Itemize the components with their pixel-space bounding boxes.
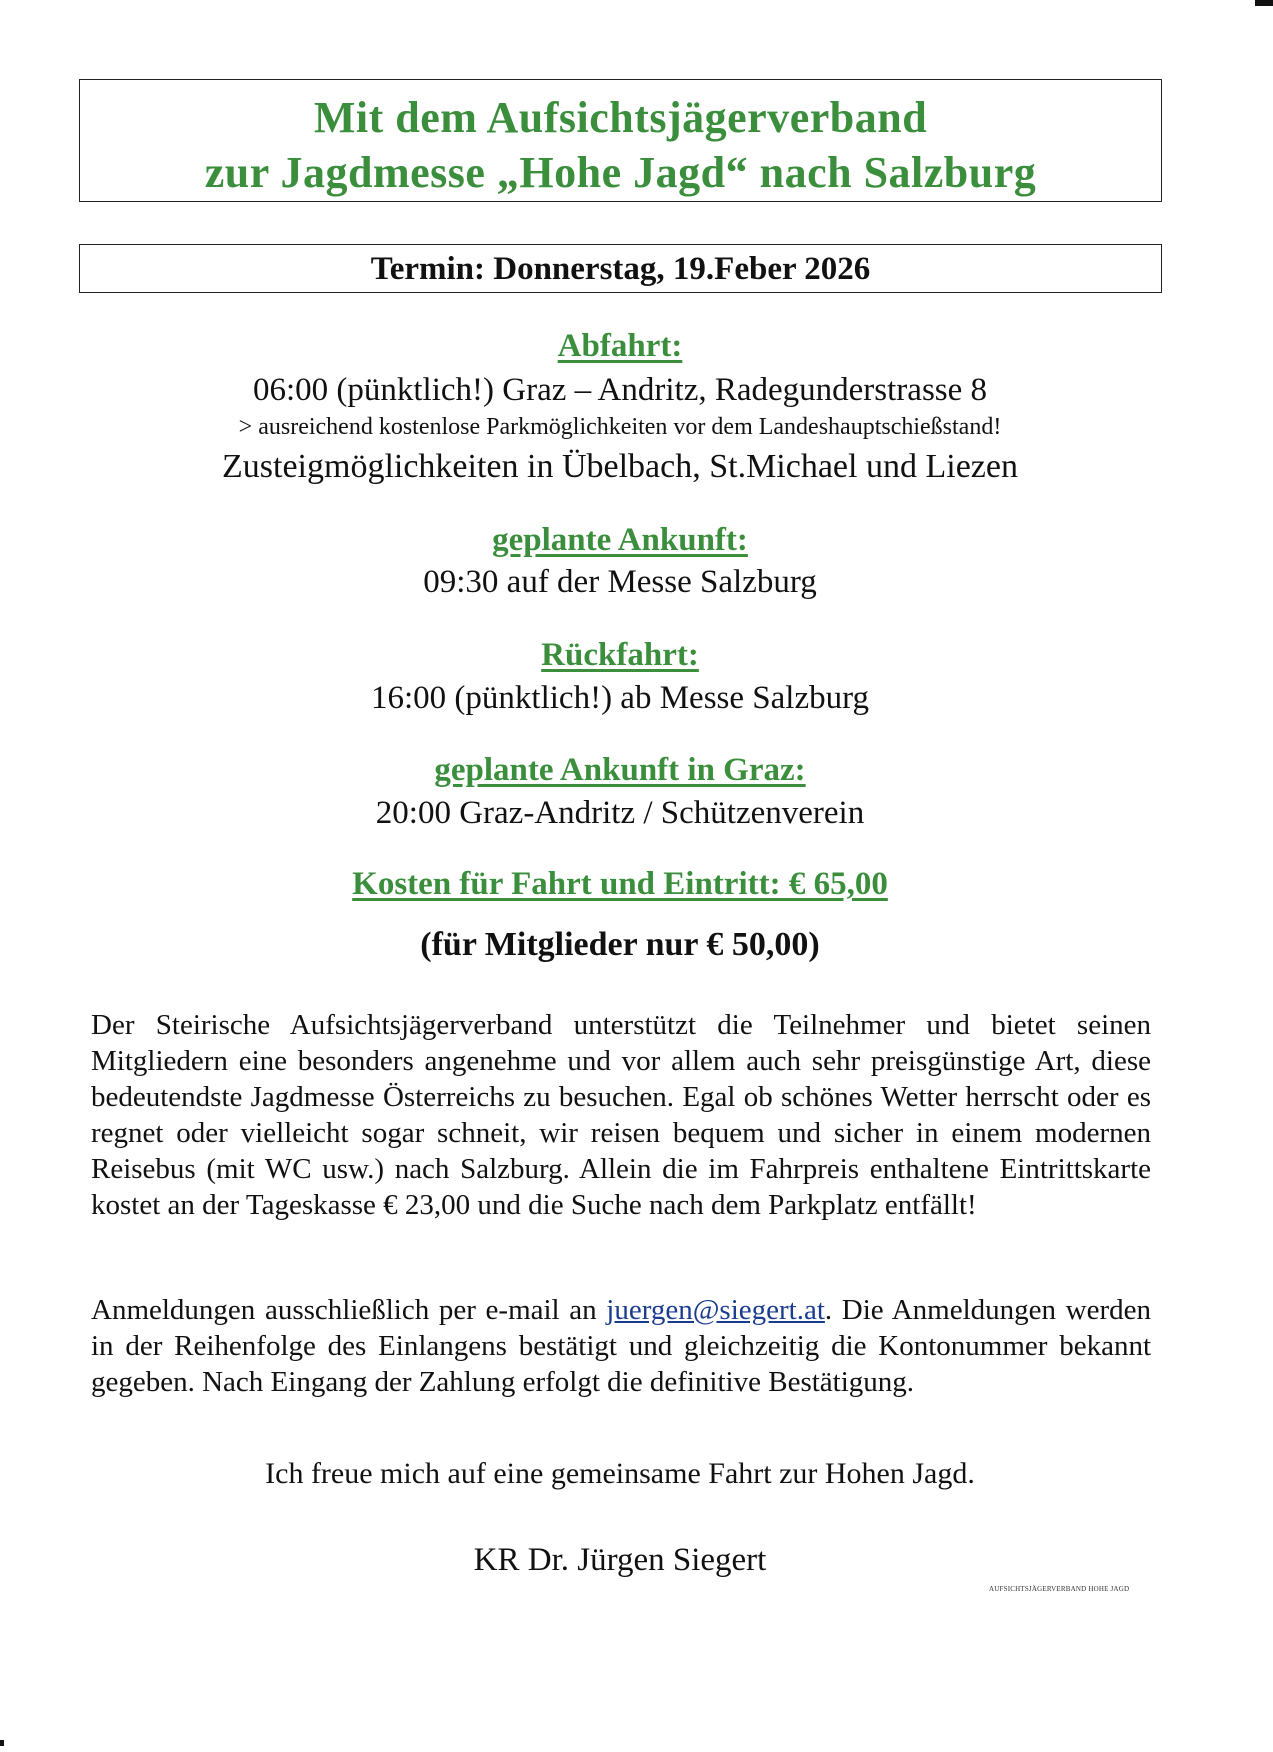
signature: KR Dr. Jürgen Siegert xyxy=(473,1542,767,1578)
email-link[interactable]: juergen@siegert.at xyxy=(606,1294,825,1326)
pickup-points: Zusteigmöglichkeiten in Übelbach, St.Michael und Liezen xyxy=(222,448,1018,485)
title-box xyxy=(79,79,1162,202)
termin-box xyxy=(79,244,1162,293)
title-line-1: Mit dem Aufsichtsjägerverband xyxy=(313,93,928,142)
termin-date: Termin: Donnerstag, 19.Feber 2026 xyxy=(370,251,871,287)
kosten-heading: Kosten für Fahrt und Eintritt: € 65,00 xyxy=(352,866,888,902)
ankunft-graz-heading: geplante Ankunft in Graz: xyxy=(434,752,806,788)
scan-corner-mark xyxy=(1255,0,1273,6)
registration-text-start: Anmeldungen ausschließlich per e-mail an xyxy=(91,1294,607,1326)
title-line-2: zur Jagdmesse „Hohe Jagd“ nach Salzburg xyxy=(204,148,1037,197)
closing-line: Ich freue mich auf eine gemeinsame Fahrt zur Hohen Jagd. xyxy=(265,1457,975,1490)
abfahrt-line: 06:00 (pünktlich!) Graz – Andritz, Radegunderstrasse 8 xyxy=(252,372,988,408)
rueckfahrt-heading: Rückfahrt: xyxy=(541,637,699,673)
ankunft-line: 09:30 auf der Messe Salzburg xyxy=(423,564,817,600)
parking-note: > ausreichend kostenlose Parkmöglichkeiten vor dem Landeshauptschießstand! xyxy=(238,414,1002,440)
ankunft-heading: geplante Ankunft: xyxy=(492,522,748,558)
abfahrt-heading: Abfahrt: xyxy=(557,328,683,364)
registration-text-end: . Die Anmeldungen werden in der Reihenfolge des Einlangens bestätigt und gleichzeitig die Kontonummer bekannt gegeben. Nach Eingang der Zahlung erfolgt die definitive Bestätigung. xyxy=(91,1294,1151,1398)
scan-edge-mark xyxy=(0,1740,4,1746)
intro-paragraph: Der Steirische Aufsichtsjägerverband unterstützt die Teilnehmer und bietet seinen Mitgliedern eine besonders angenehme und vor allem auch sehr preisgünstige Art, diese bedeutendste Jagdmesse Österreichs zu besuchen. Egal ob schönes Wetter herrscht oder es regnet oder vielleicht sogar schneit, wir reisen bequem und sicher in einem modernen Reisebus (mit WC usw.) nach Salzburg. Allein die im Fahrpreis enthaltene Eintrittskarte kostet an der Tageskasse € 23,00 und die Suche nach dem Parkplatz entfällt! xyxy=(91,1009,1151,1221)
footer-mark: AUFSICHTSJÄGERVERBAND HOHE JAGD xyxy=(989,1585,1130,1593)
member-price: (für Mitglieder nur € 50,00) xyxy=(420,926,820,963)
ankunft-graz-line: 20:00 Graz-Andritz / Schützenverein xyxy=(375,795,865,831)
rueckfahrt-line: 16:00 (pünktlich!) ab Messe Salzburg xyxy=(371,680,869,716)
registration-paragraph xyxy=(91,1292,1151,1400)
